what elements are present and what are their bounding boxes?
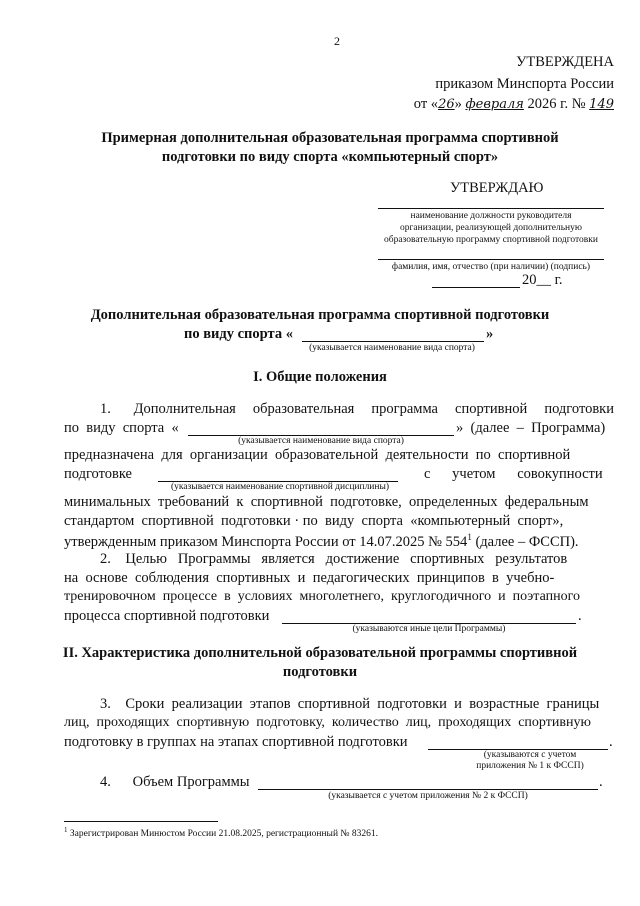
p1-caption2: (указывается наименование спортивной дисциплины) (170, 482, 390, 492)
approve-caption-1: наименование должности руководителя (410, 211, 572, 221)
page-number: 2 (334, 34, 340, 48)
date-year: 2026 г. № (523, 96, 590, 112)
program-title-prefix: по виду спорта « (184, 326, 293, 342)
program-title-caption: (указывается наименование вида спорта) (309, 343, 475, 353)
footnote (64, 826, 378, 839)
name-signature-line (378, 259, 604, 260)
main-title-line2: подготовки по виду спорта «компьютерный спорт» (161, 149, 499, 165)
date-month-handwritten: февраля (465, 97, 524, 112)
approve-caption-4: фамилия, имя, отчество (при наличии) (подпись) (391, 262, 591, 272)
p1-line4-a: подготовке (64, 466, 132, 482)
p1-line7 (64, 532, 579, 551)
p1-caption1: (указывается наименование вида спорта) (238, 436, 404, 446)
sport-name-blank-line (302, 341, 484, 342)
footnote-separator (64, 821, 218, 822)
main-title (40, 129, 620, 167)
approve-year: 20__ г. (522, 272, 563, 288)
program-title-line1: Дополнительная образовательная программа спортивной подготовки (90, 307, 550, 323)
footnote-mark: 1 (64, 826, 68, 834)
p3-caption2: приложения № 1 к ФССП) (476, 761, 584, 771)
p1-line6: стандартом спортивной подготовки · по виду спорта «компьютерный спорт», (64, 513, 564, 529)
footnote-ref: 1 (467, 532, 472, 542)
footnote-text: Зарегистрирован Минюстом России 21.08.2025, регистрационный № 83261. (67, 829, 378, 840)
main-title-line1: Примерная дополнительная образовательная программа спортивной (101, 130, 559, 146)
p1-line3: предназначена для организации образовательной деятельности по спортивной (64, 447, 571, 463)
approval-order-issuer: приказом Минспорта России (435, 76, 614, 92)
approve-word: УТВЕРЖДАЮ (450, 180, 544, 196)
approve-caption-2: организации, реализующей дополнительную (400, 223, 582, 233)
p3-caption1: (указываются с учетом (483, 750, 577, 760)
p1-line2-b: » (далее – Программа) (456, 420, 606, 436)
date-day-handwritten: 26 (438, 97, 455, 112)
program-title-suffix: » (486, 326, 494, 342)
p1-line1: 1. Дополнительная образовательная программа спортивной подготовки (100, 401, 614, 417)
approval-date-line (0, 96, 614, 113)
approve-caption-3: образовательную программу спортивной подготовки (383, 235, 598, 245)
p2-line4-b: . (578, 608, 582, 624)
p1-line2-a: по виду спорта « (64, 420, 179, 436)
date-blank-line (432, 287, 520, 288)
date-mid: » (454, 96, 466, 112)
p1-line7-a: утвержденным приказом Минспорта России от 14.07.2025 № 554 (64, 533, 468, 550)
section2-heading-line2: подготовки (282, 664, 358, 680)
p2-line1: 2. Целью Программы является достижение спортивных результатов (100, 551, 568, 567)
p4-blank (258, 789, 598, 790)
approval-stamp-title: УТВЕРЖДЕНА (516, 54, 614, 70)
p1-line5: минимальных требований к спортивной подготовке, определенных федеральным (64, 494, 589, 510)
p2-line2: на основе соблюдения спортивных и педагогических принципов в учебно- (64, 570, 555, 586)
p1-line7-b: (далее – ФССП). (471, 533, 579, 550)
p4-line-b: . (599, 774, 603, 790)
p3-line3-b: . (609, 734, 613, 750)
p3-line1: 3. Сроки реализации этапов спортивной подготовки и возрастные границы (100, 696, 600, 712)
p1-line4-b: с учетом совокупности (424, 466, 603, 482)
p3-line3-a: подготовку в группах на этапах спортивной подготовки (64, 734, 408, 750)
order-number-handwritten: 149 (589, 97, 614, 112)
p4-caption: (указывается с учетом приложения № 2 к ФССП) (328, 791, 528, 801)
p2-line3: тренировочном процессе в условиях многолетнего, круглогодичного и поэтапного (64, 589, 580, 604)
p4-line-a: 4. Объем Программы (100, 774, 250, 790)
section2-heading-line1: II. Характеристика дополнительной образовательной программы спортивной (62, 645, 578, 661)
section1-heading: I. Общие положения (253, 369, 387, 385)
date-prefix: от « (413, 96, 439, 112)
position-signature-line (378, 208, 604, 209)
p2-line4-a: процесса спортивной подготовки (64, 608, 270, 624)
p2-caption: (указываются иные цели Программы) (352, 624, 506, 634)
p3-line2: лиц, проходящих спортивную подготовку, количество лиц, проходящих спортивную (64, 715, 591, 730)
